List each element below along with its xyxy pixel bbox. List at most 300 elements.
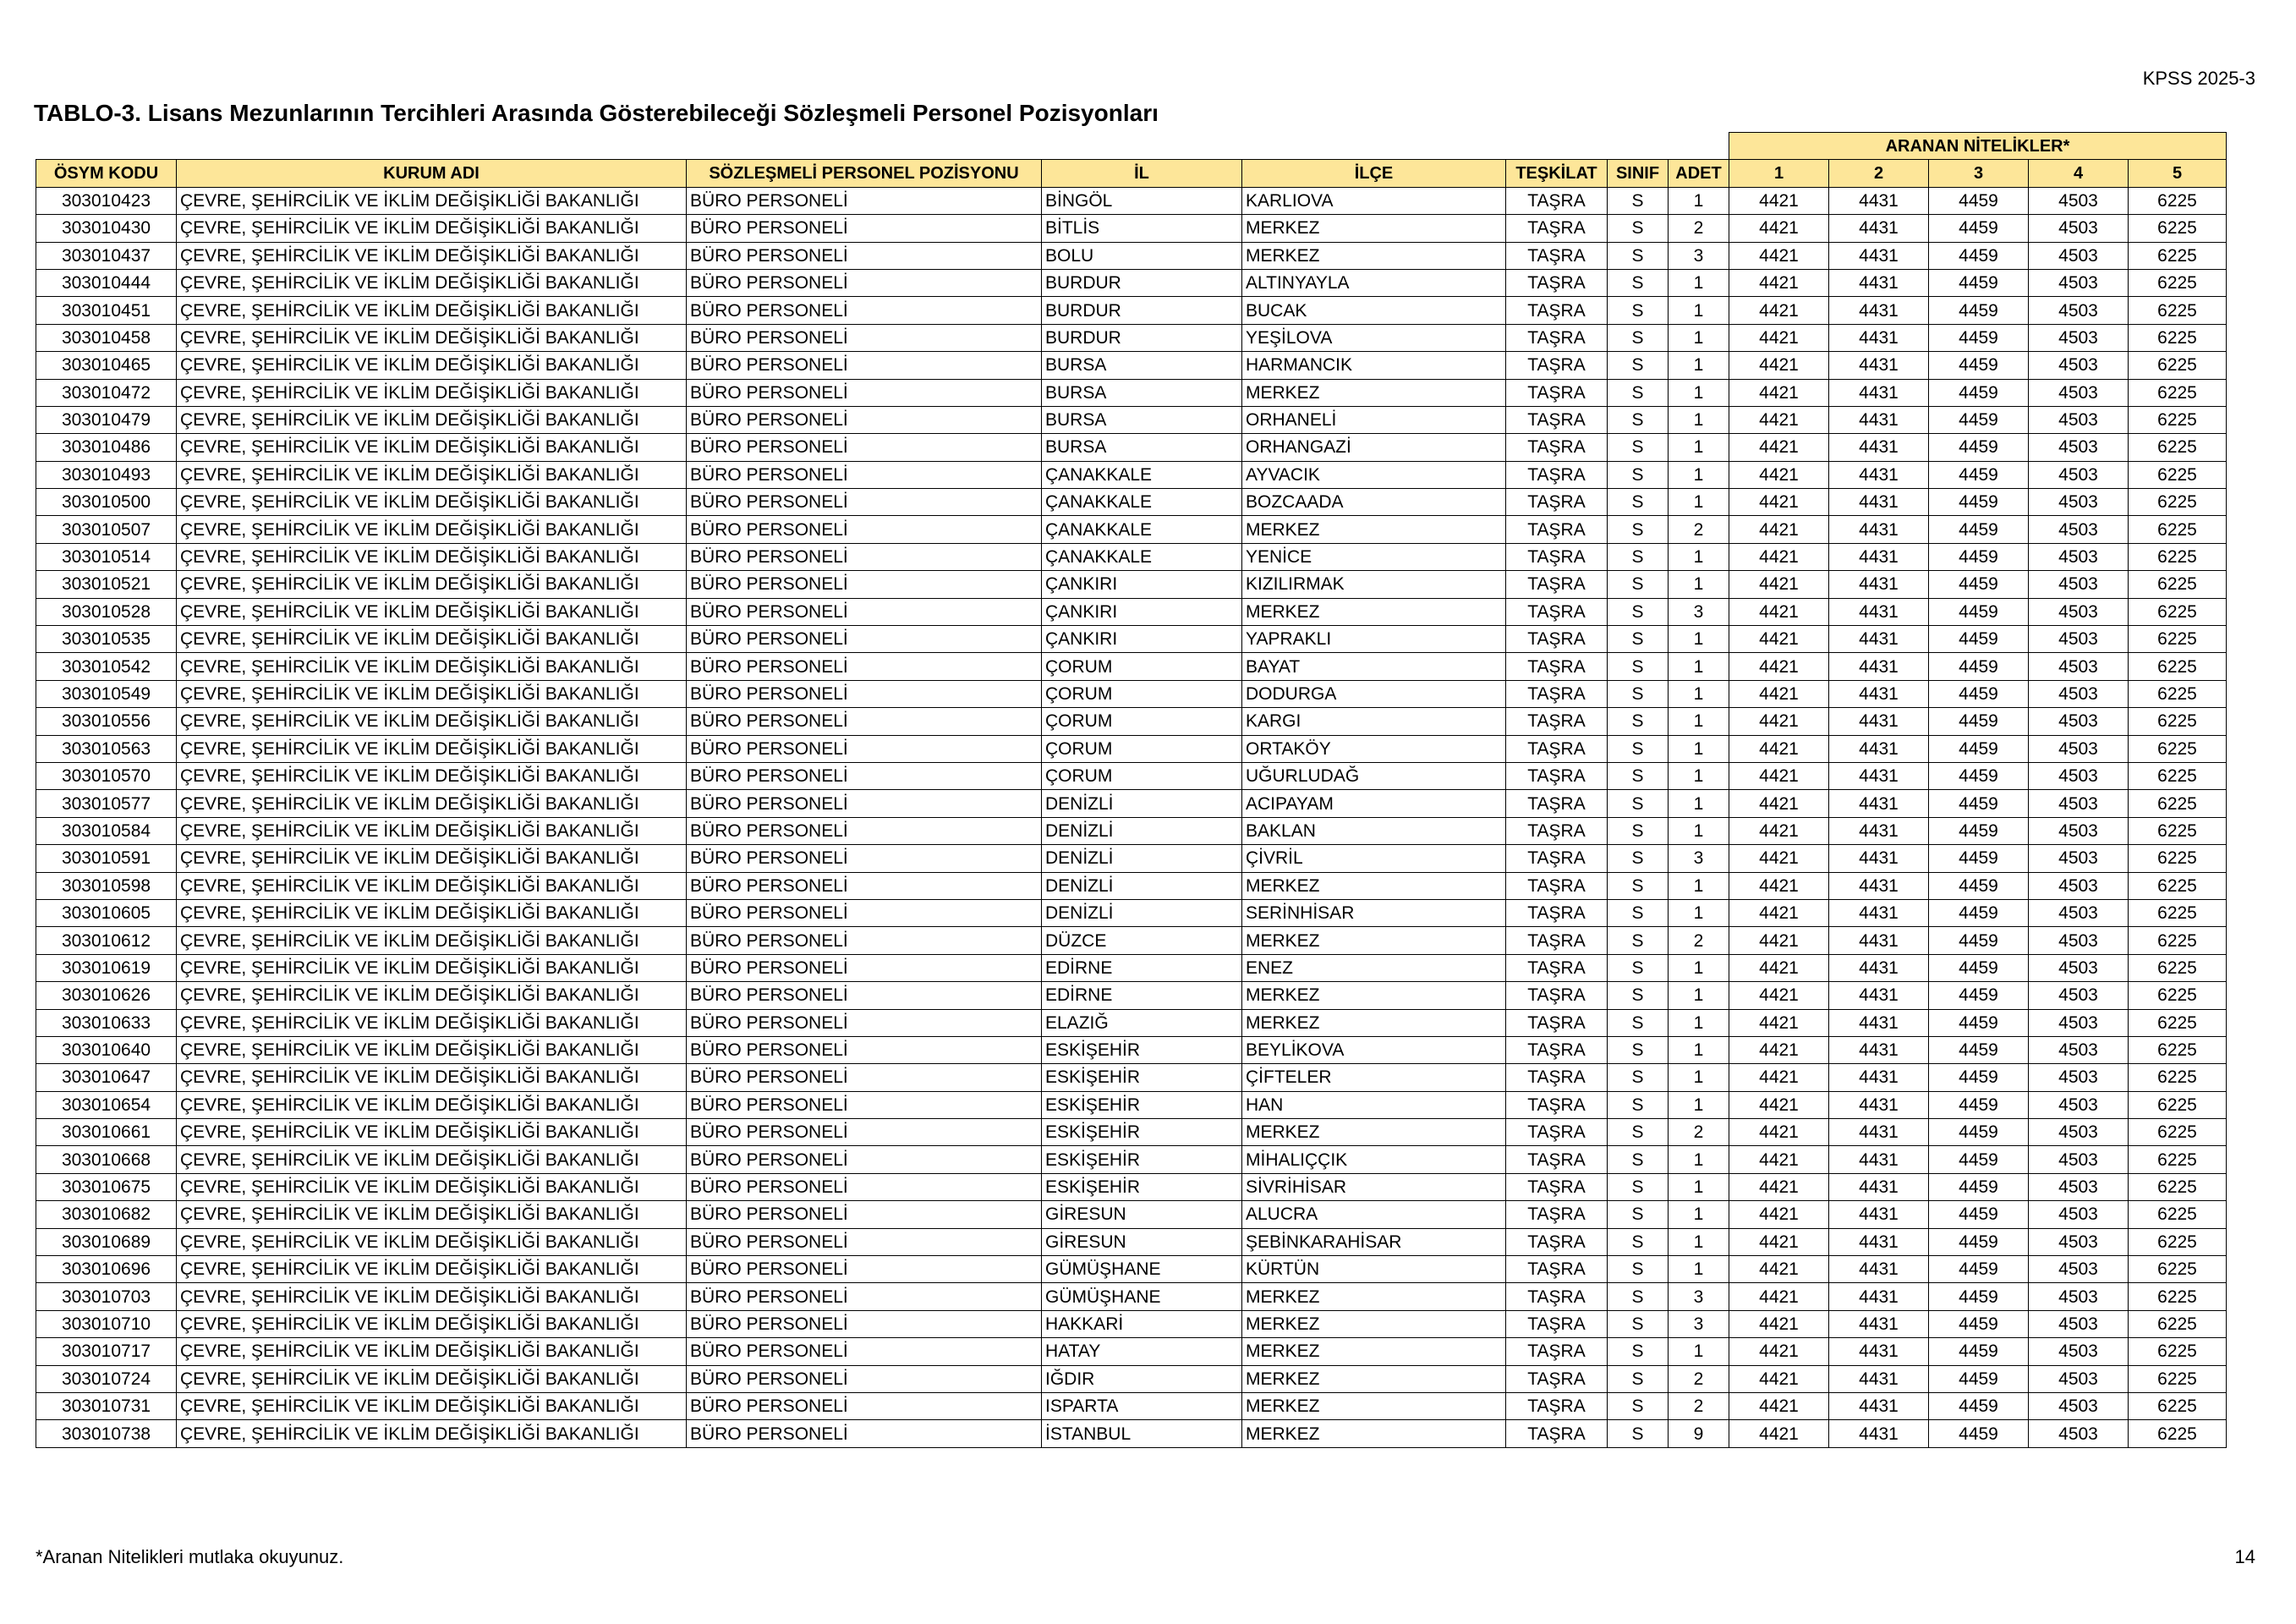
cell-pozisyon: BÜRO PERSONELİ — [687, 1173, 1042, 1200]
cell-nitelik-3: 4459 — [1929, 489, 2029, 516]
cell-nitelik-1: 4421 — [1729, 708, 1829, 735]
cell-nitelik-3: 4459 — [1929, 1283, 2029, 1310]
cell-nitelik-2: 4431 — [1829, 653, 1929, 680]
cell-ilce: MERKEZ — [1242, 927, 1506, 954]
cell-adet: 1 — [1669, 297, 1729, 324]
cell-pozisyon: BÜRO PERSONELİ — [687, 680, 1042, 707]
cell-il: GÜMÜŞHANE — [1042, 1256, 1242, 1283]
cell-sinif: S — [1608, 516, 1669, 543]
cell-nitelik-2: 4431 — [1829, 708, 1929, 735]
cell-nitelik-4: 4503 — [2029, 215, 2129, 242]
cell-nitelik-4: 4503 — [2029, 1338, 2129, 1365]
cell-nitelik-3: 4459 — [1929, 379, 2029, 406]
cell-nitelik-5: 6225 — [2129, 954, 2227, 981]
cell-teskilat: TAŞRA — [1506, 1009, 1608, 1036]
cell-pozisyon: BÜRO PERSONELİ — [687, 927, 1042, 954]
cell-nitelik-2: 4431 — [1829, 1091, 1929, 1118]
cell-nitelik-5: 6225 — [2129, 845, 2227, 872]
cell-nitelik-4: 4503 — [2029, 489, 2129, 516]
cell-pozisyon: BÜRO PERSONELİ — [687, 1392, 1042, 1419]
cell-ilce: MERKEZ — [1242, 379, 1506, 406]
cell-il: BURDUR — [1042, 324, 1242, 351]
cell-nitelik-3: 4459 — [1929, 845, 2029, 872]
cell-adet: 1 — [1669, 899, 1729, 926]
cell-il: DENİZLİ — [1042, 845, 1242, 872]
cell-nitelik-2: 4431 — [1829, 1009, 1929, 1036]
cell-nitelik-2: 4431 — [1829, 379, 1929, 406]
cell-kurum-adi: ÇEVRE, ŞEHİRCİLİK VE İKLİM DEĞİŞİKLİĞİ BAKANLIĞI — [177, 1119, 687, 1146]
cell-nitelik-3: 4459 — [1929, 626, 2029, 653]
table-row — [36, 708, 2227, 735]
cell-sinif: S — [1608, 1036, 1669, 1063]
cell-ilce: YAPRAKLI — [1242, 626, 1506, 653]
cell-nitelik-5: 6225 — [2129, 516, 2227, 543]
cell-nitelik-4: 4503 — [2029, 653, 2129, 680]
cell-teskilat: TAŞRA — [1506, 1365, 1608, 1392]
col-kurum-adi: KURUM ADI — [177, 160, 687, 187]
cell-il: ISPARTA — [1042, 1392, 1242, 1419]
cell-osym-kodu: 303010633 — [36, 1009, 177, 1036]
cell-teskilat: TAŞRA — [1506, 571, 1608, 598]
cell-nitelik-4: 4503 — [2029, 927, 2129, 954]
cell-osym-kodu: 303010584 — [36, 817, 177, 844]
cell-sinif: S — [1608, 1256, 1669, 1283]
cell-teskilat: TAŞRA — [1506, 489, 1608, 516]
cell-nitelik-2: 4431 — [1829, 242, 1929, 269]
cell-il: ESKİŞEHİR — [1042, 1146, 1242, 1173]
cell-nitelik-2: 4431 — [1829, 927, 1929, 954]
cell-osym-kodu: 303010696 — [36, 1256, 177, 1283]
cell-nitelik-5: 6225 — [2129, 899, 2227, 926]
cell-ilce: BUCAK — [1242, 297, 1506, 324]
table-row — [36, 543, 2227, 570]
cell-kurum-adi: ÇEVRE, ŞEHİRCİLİK VE İKLİM DEĞİŞİKLİĞİ BAKANLIĞI — [177, 1310, 687, 1337]
cell-il: ÇANKIRI — [1042, 626, 1242, 653]
table-row — [36, 680, 2227, 707]
cell-sinif: S — [1608, 653, 1669, 680]
cell-pozisyon: BÜRO PERSONELİ — [687, 708, 1042, 735]
cell-nitelik-3: 4459 — [1929, 954, 2029, 981]
table-title: TABLO-3. Lisans Mezunlarının Tercihleri Arasında Gösterebileceği Sözleşmeli Personel Pozisyonları — [34, 100, 1159, 126]
cell-nitelik-1: 4421 — [1729, 571, 1829, 598]
table-row — [36, 1338, 2227, 1365]
cell-nitelik-3: 4459 — [1929, 324, 2029, 351]
cell-ilce: DODURGA — [1242, 680, 1506, 707]
cell-pozisyon: BÜRO PERSONELİ — [687, 269, 1042, 296]
cell-il: ÇORUM — [1042, 653, 1242, 680]
cell-nitelik-1: 4421 — [1729, 626, 1829, 653]
cell-nitelik-1: 4421 — [1729, 680, 1829, 707]
cell-ilce: UĞURLUDAĞ — [1242, 762, 1506, 789]
cell-pozisyon: BÜRO PERSONELİ — [687, 215, 1042, 242]
col-osym-kodu: ÖSYM KODU — [36, 160, 177, 187]
cell-kurum-adi: ÇEVRE, ŞEHİRCİLİK VE İKLİM DEĞİŞİKLİĞİ BAKANLIĞI — [177, 1228, 687, 1255]
cell-sinif: S — [1608, 352, 1669, 379]
column-header-row — [36, 160, 2227, 187]
table-row — [36, 269, 2227, 296]
cell-kurum-adi: ÇEVRE, ŞEHİRCİLİK VE İKLİM DEĞİŞİKLİĞİ BAKANLIĞI — [177, 817, 687, 844]
cell-kurum-adi: ÇEVRE, ŞEHİRCİLİK VE İKLİM DEĞİŞİKLİĞİ BAKANLIĞI — [177, 269, 687, 296]
cell-nitelik-4: 4503 — [2029, 1256, 2129, 1283]
cell-il: HATAY — [1042, 1338, 1242, 1365]
cell-adet: 1 — [1669, 324, 1729, 351]
cell-nitelik-1: 4421 — [1729, 598, 1829, 625]
cell-osym-kodu: 303010451 — [36, 297, 177, 324]
cell-sinif: S — [1608, 1146, 1669, 1173]
cell-nitelik-1: 4421 — [1729, 1283, 1829, 1310]
cell-nitelik-2: 4431 — [1829, 1365, 1929, 1392]
cell-nitelik-2: 4431 — [1829, 954, 1929, 981]
cell-sinif: S — [1608, 269, 1669, 296]
cell-nitelik-3: 4459 — [1929, 242, 2029, 269]
cell-osym-kodu: 303010500 — [36, 489, 177, 516]
cell-nitelik-4: 4503 — [2029, 571, 2129, 598]
table-row — [36, 1146, 2227, 1173]
cell-kurum-adi: ÇEVRE, ŞEHİRCİLİK VE İKLİM DEĞİŞİKLİĞİ BAKANLIĞI — [177, 1420, 687, 1447]
cell-adet: 1 — [1669, 954, 1729, 981]
cell-nitelik-5: 6225 — [2129, 598, 2227, 625]
cell-kurum-adi: ÇEVRE, ŞEHİRCİLİK VE İKLİM DEĞİŞİKLİĞİ BAKANLIĞI — [177, 1256, 687, 1283]
cell-osym-kodu: 303010640 — [36, 1036, 177, 1063]
cell-pozisyon: BÜRO PERSONELİ — [687, 598, 1042, 625]
col-nitelik-3: 3 — [1929, 160, 2029, 187]
cell-pozisyon: BÜRO PERSONELİ — [687, 1009, 1042, 1036]
table-row — [36, 845, 2227, 872]
cell-ilce: HAN — [1242, 1091, 1506, 1118]
cell-nitelik-3: 4459 — [1929, 680, 2029, 707]
col-nitelik-2: 2 — [1829, 160, 1929, 187]
cell-nitelik-1: 4421 — [1729, 817, 1829, 844]
cell-kurum-adi: ÇEVRE, ŞEHİRCİLİK VE İKLİM DEĞİŞİKLİĞİ BAKANLIĞI — [177, 626, 687, 653]
cell-teskilat: TAŞRA — [1506, 1256, 1608, 1283]
cell-osym-kodu: 303010605 — [36, 899, 177, 926]
cell-ilce: MERKEZ — [1242, 1310, 1506, 1337]
cell-adet: 1 — [1669, 735, 1729, 762]
cell-ilce: KARGI — [1242, 708, 1506, 735]
cell-sinif: S — [1608, 1201, 1669, 1228]
table-row — [36, 1228, 2227, 1255]
cell-nitelik-4: 4503 — [2029, 872, 2129, 899]
cell-teskilat: TAŞRA — [1506, 1064, 1608, 1091]
cell-teskilat: TAŞRA — [1506, 1228, 1608, 1255]
cell-osym-kodu: 303010577 — [36, 790, 177, 817]
cell-teskilat: TAŞRA — [1506, 954, 1608, 981]
cell-teskilat: TAŞRA — [1506, 927, 1608, 954]
cell-pozisyon: BÜRO PERSONELİ — [687, 434, 1042, 461]
cell-nitelik-4: 4503 — [2029, 406, 2129, 433]
cell-kurum-adi: ÇEVRE, ŞEHİRCİLİK VE İKLİM DEĞİŞİKLİĞİ BAKANLIĞI — [177, 954, 687, 981]
group-spacer — [36, 133, 1729, 160]
cell-teskilat: TAŞRA — [1506, 790, 1608, 817]
cell-pozisyon: BÜRO PERSONELİ — [687, 1036, 1042, 1063]
cell-nitelik-3: 4459 — [1929, 1392, 2029, 1419]
cell-il: DÜZCE — [1042, 927, 1242, 954]
cell-sinif: S — [1608, 1420, 1669, 1447]
cell-adet: 2 — [1669, 1119, 1729, 1146]
cell-sinif: S — [1608, 434, 1669, 461]
cell-nitelik-2: 4431 — [1829, 1228, 1929, 1255]
cell-il: IĞDIR — [1042, 1365, 1242, 1392]
cell-il: ELAZIĞ — [1042, 1009, 1242, 1036]
cell-nitelik-5: 6225 — [2129, 379, 2227, 406]
cell-il: BURSA — [1042, 352, 1242, 379]
exam-label: KPSS 2025-3 — [2142, 68, 2255, 89]
cell-osym-kodu: 303010528 — [36, 598, 177, 625]
col-ilce: İLÇE — [1242, 160, 1506, 187]
cell-sinif: S — [1608, 626, 1669, 653]
positions-table — [36, 132, 2227, 1448]
cell-nitelik-1: 4421 — [1729, 1365, 1829, 1392]
table-row — [36, 489, 2227, 516]
cell-adet: 2 — [1669, 1365, 1729, 1392]
cell-pozisyon: BÜRO PERSONELİ — [687, 187, 1042, 214]
cell-kurum-adi: ÇEVRE, ŞEHİRCİLİK VE İKLİM DEĞİŞİKLİĞİ BAKANLIĞI — [177, 187, 687, 214]
cell-il: ÇORUM — [1042, 762, 1242, 789]
table-row — [36, 1310, 2227, 1337]
cell-kurum-adi: ÇEVRE, ŞEHİRCİLİK VE İKLİM DEĞİŞİKLİĞİ BAKANLIĞI — [177, 1091, 687, 1118]
table-row — [36, 927, 2227, 954]
cell-osym-kodu: 303010514 — [36, 543, 177, 570]
cell-osym-kodu: 303010430 — [36, 215, 177, 242]
cell-nitelik-1: 4421 — [1729, 790, 1829, 817]
cell-il: ÇANKIRI — [1042, 598, 1242, 625]
cell-nitelik-2: 4431 — [1829, 489, 1929, 516]
cell-il: DENİZLİ — [1042, 790, 1242, 817]
cell-nitelik-4: 4503 — [2029, 461, 2129, 488]
cell-sinif: S — [1608, 1310, 1669, 1337]
cell-nitelik-2: 4431 — [1829, 1392, 1929, 1419]
cell-il: ÇANAKKALE — [1042, 489, 1242, 516]
cell-ilce: KARLIOVA — [1242, 187, 1506, 214]
cell-kurum-adi: ÇEVRE, ŞEHİRCİLİK VE İKLİM DEĞİŞİKLİĞİ BAKANLIĞI — [177, 872, 687, 899]
cell-osym-kodu: 303010542 — [36, 653, 177, 680]
cell-nitelik-1: 4421 — [1729, 1338, 1829, 1365]
cell-nitelik-4: 4503 — [2029, 543, 2129, 570]
cell-nitelik-5: 6225 — [2129, 817, 2227, 844]
cell-nitelik-5: 6225 — [2129, 626, 2227, 653]
cell-sinif: S — [1608, 324, 1669, 351]
cell-teskilat: TAŞRA — [1506, 982, 1608, 1009]
cell-nitelik-3: 4459 — [1929, 434, 2029, 461]
col-pozisyon: SÖZLEŞMELİ PERSONEL POZİSYONU — [687, 160, 1042, 187]
cell-teskilat: TAŞRA — [1506, 1146, 1608, 1173]
cell-teskilat: TAŞRA — [1506, 434, 1608, 461]
cell-nitelik-4: 4503 — [2029, 762, 2129, 789]
cell-pozisyon: BÜRO PERSONELİ — [687, 1091, 1042, 1118]
cell-nitelik-5: 6225 — [2129, 1338, 2227, 1365]
cell-pozisyon: BÜRO PERSONELİ — [687, 297, 1042, 324]
cell-kurum-adi: ÇEVRE, ŞEHİRCİLİK VE İKLİM DEĞİŞİKLİĞİ BAKANLIĞI — [177, 215, 687, 242]
cell-nitelik-2: 4431 — [1829, 1338, 1929, 1365]
table-row — [36, 297, 2227, 324]
cell-nitelik-5: 6225 — [2129, 927, 2227, 954]
cell-nitelik-2: 4431 — [1829, 1283, 1929, 1310]
cell-teskilat: TAŞRA — [1506, 406, 1608, 433]
table-row — [36, 1173, 2227, 1200]
cell-nitelik-1: 4421 — [1729, 735, 1829, 762]
cell-kurum-adi: ÇEVRE, ŞEHİRCİLİK VE İKLİM DEĞİŞİKLİĞİ BAKANLIĞI — [177, 653, 687, 680]
cell-ilce: ALTINYAYLA — [1242, 269, 1506, 296]
cell-ilce: ŞEBİNKARAHİSAR — [1242, 1228, 1506, 1255]
cell-adet: 1 — [1669, 817, 1729, 844]
cell-il: ÇORUM — [1042, 680, 1242, 707]
cell-il: BİNGÖL — [1042, 187, 1242, 214]
col-nitelik-5: 5 — [2129, 160, 2227, 187]
cell-ilce: MERKEZ — [1242, 1338, 1506, 1365]
table-row — [36, 735, 2227, 762]
cell-nitelik-2: 4431 — [1829, 982, 1929, 1009]
cell-nitelik-1: 4421 — [1729, 653, 1829, 680]
cell-sinif: S — [1608, 927, 1669, 954]
cell-kurum-adi: ÇEVRE, ŞEHİRCİLİK VE İKLİM DEĞİŞİKLİĞİ BAKANLIĞI — [177, 242, 687, 269]
table-row — [36, 1256, 2227, 1283]
cell-pozisyon: BÜRO PERSONELİ — [687, 954, 1042, 981]
cell-nitelik-2: 4431 — [1829, 598, 1929, 625]
cell-pozisyon: BÜRO PERSONELİ — [687, 1146, 1042, 1173]
cell-osym-kodu: 303010535 — [36, 626, 177, 653]
cell-ilce: MİHALIÇÇIK — [1242, 1146, 1506, 1173]
cell-il: ÇANAKKALE — [1042, 516, 1242, 543]
cell-il: HAKKARİ — [1042, 1310, 1242, 1337]
cell-nitelik-4: 4503 — [2029, 1091, 2129, 1118]
cell-nitelik-4: 4503 — [2029, 1036, 2129, 1063]
cell-pozisyon: BÜRO PERSONELİ — [687, 817, 1042, 844]
cell-teskilat: TAŞRA — [1506, 516, 1608, 543]
cell-nitelik-4: 4503 — [2029, 1310, 2129, 1337]
cell-sinif: S — [1608, 872, 1669, 899]
cell-nitelik-3: 4459 — [1929, 899, 2029, 926]
cell-sinif: S — [1608, 1283, 1669, 1310]
cell-nitelik-4: 4503 — [2029, 899, 2129, 926]
cell-ilce: MERKEZ — [1242, 1009, 1506, 1036]
cell-kurum-adi: ÇEVRE, ŞEHİRCİLİK VE İKLİM DEĞİŞİKLİĞİ BAKANLIĞI — [177, 1064, 687, 1091]
cell-ilce: MERKEZ — [1242, 215, 1506, 242]
cell-teskilat: TAŞRA — [1506, 1173, 1608, 1200]
cell-pozisyon: BÜRO PERSONELİ — [687, 379, 1042, 406]
cell-adet: 2 — [1669, 1392, 1729, 1419]
cell-adet: 1 — [1669, 1064, 1729, 1091]
cell-kurum-adi: ÇEVRE, ŞEHİRCİLİK VE İKLİM DEĞİŞİKLİĞİ BAKANLIĞI — [177, 1365, 687, 1392]
cell-il: ÇANKIRI — [1042, 571, 1242, 598]
cell-nitelik-2: 4431 — [1829, 297, 1929, 324]
cell-ilce: MERKEZ — [1242, 1283, 1506, 1310]
cell-adet: 1 — [1669, 626, 1729, 653]
col-nitelik-4: 4 — [2029, 160, 2129, 187]
cell-sinif: S — [1608, 187, 1669, 214]
cell-nitelik-1: 4421 — [1729, 1173, 1829, 1200]
cell-nitelik-5: 6225 — [2129, 571, 2227, 598]
cell-nitelik-5: 6225 — [2129, 1009, 2227, 1036]
cell-nitelik-4: 4503 — [2029, 1365, 2129, 1392]
cell-pozisyon: BÜRO PERSONELİ — [687, 1283, 1042, 1310]
cell-sinif: S — [1608, 1365, 1669, 1392]
cell-nitelik-4: 4503 — [2029, 242, 2129, 269]
cell-ilce: BOZCAADA — [1242, 489, 1506, 516]
col-teskilat: TEŞKİLAT — [1506, 160, 1608, 187]
cell-teskilat: TAŞRA — [1506, 187, 1608, 214]
cell-kurum-adi: ÇEVRE, ŞEHİRCİLİK VE İKLİM DEĞİŞİKLİĞİ BAKANLIĞI — [177, 352, 687, 379]
cell-ilce: ORTAKÖY — [1242, 735, 1506, 762]
cell-nitelik-1: 4421 — [1729, 215, 1829, 242]
cell-il: DENİZLİ — [1042, 872, 1242, 899]
cell-kurum-adi: ÇEVRE, ŞEHİRCİLİK VE İKLİM DEĞİŞİKLİĞİ BAKANLIĞI — [177, 434, 687, 461]
cell-nitelik-3: 4459 — [1929, 735, 2029, 762]
cell-nitelik-1: 4421 — [1729, 1009, 1829, 1036]
table-row — [36, 352, 2227, 379]
cell-adet: 1 — [1669, 461, 1729, 488]
cell-nitelik-2: 4431 — [1829, 872, 1929, 899]
cell-adet: 1 — [1669, 489, 1729, 516]
cell-nitelik-1: 4421 — [1729, 762, 1829, 789]
cell-sinif: S — [1608, 242, 1669, 269]
cell-nitelik-4: 4503 — [2029, 1420, 2129, 1447]
cell-ilce: MERKEZ — [1242, 598, 1506, 625]
cell-osym-kodu: 303010654 — [36, 1091, 177, 1118]
cell-pozisyon: BÜRO PERSONELİ — [687, 352, 1042, 379]
cell-nitelik-4: 4503 — [2029, 1283, 2129, 1310]
cell-sinif: S — [1608, 762, 1669, 789]
group-header-row — [36, 133, 2227, 160]
cell-nitelik-4: 4503 — [2029, 1228, 2129, 1255]
cell-sinif: S — [1608, 1338, 1669, 1365]
cell-nitelik-1: 4421 — [1729, 1119, 1829, 1146]
cell-nitelik-2: 4431 — [1829, 1036, 1929, 1063]
cell-il: ÇANAKKALE — [1042, 543, 1242, 570]
cell-nitelik-1: 4421 — [1729, 461, 1829, 488]
cell-nitelik-5: 6225 — [2129, 1228, 2227, 1255]
cell-nitelik-4: 4503 — [2029, 1119, 2129, 1146]
cell-pozisyon: BÜRO PERSONELİ — [687, 1338, 1042, 1365]
table-row — [36, 872, 2227, 899]
cell-sinif: S — [1608, 1173, 1669, 1200]
cell-nitelik-4: 4503 — [2029, 708, 2129, 735]
cell-sinif: S — [1608, 735, 1669, 762]
cell-il: DENİZLİ — [1042, 817, 1242, 844]
cell-teskilat: TAŞRA — [1506, 1201, 1608, 1228]
table-row — [36, 1036, 2227, 1063]
cell-teskilat: TAŞRA — [1506, 297, 1608, 324]
cell-nitelik-4: 4503 — [2029, 434, 2129, 461]
cell-osym-kodu: 303010647 — [36, 1064, 177, 1091]
cell-ilce: ENEZ — [1242, 954, 1506, 981]
cell-kurum-adi: ÇEVRE, ŞEHİRCİLİK VE İKLİM DEĞİŞİKLİĞİ BAKANLIĞI — [177, 680, 687, 707]
cell-teskilat: TAŞRA — [1506, 845, 1608, 872]
cell-nitelik-3: 4459 — [1929, 653, 2029, 680]
cell-teskilat: TAŞRA — [1506, 762, 1608, 789]
cell-nitelik-3: 4459 — [1929, 1146, 2029, 1173]
cell-adet: 1 — [1669, 680, 1729, 707]
table-row — [36, 406, 2227, 433]
cell-ilce: SERİNHİSAR — [1242, 899, 1506, 926]
cell-teskilat: TAŞRA — [1506, 626, 1608, 653]
cell-adet: 1 — [1669, 653, 1729, 680]
cell-sinif: S — [1608, 1392, 1669, 1419]
cell-osym-kodu: 303010570 — [36, 762, 177, 789]
cell-nitelik-4: 4503 — [2029, 598, 2129, 625]
cell-nitelik-4: 4503 — [2029, 845, 2129, 872]
cell-nitelik-4: 4503 — [2029, 735, 2129, 762]
cell-pozisyon: BÜRO PERSONELİ — [687, 543, 1042, 570]
cell-teskilat: TAŞRA — [1506, 543, 1608, 570]
cell-ilce: MERKEZ — [1242, 1392, 1506, 1419]
cell-pozisyon: BÜRO PERSONELİ — [687, 516, 1042, 543]
cell-sinif: S — [1608, 708, 1669, 735]
cell-kurum-adi: ÇEVRE, ŞEHİRCİLİK VE İKLİM DEĞİŞİKLİĞİ BAKANLIĞI — [177, 1201, 687, 1228]
cell-osym-kodu: 303010724 — [36, 1365, 177, 1392]
cell-nitelik-1: 4421 — [1729, 1201, 1829, 1228]
cell-osym-kodu: 303010507 — [36, 516, 177, 543]
cell-kurum-adi: ÇEVRE, ŞEHİRCİLİK VE İKLİM DEĞİŞİKLİĞİ BAKANLIĞI — [177, 324, 687, 351]
